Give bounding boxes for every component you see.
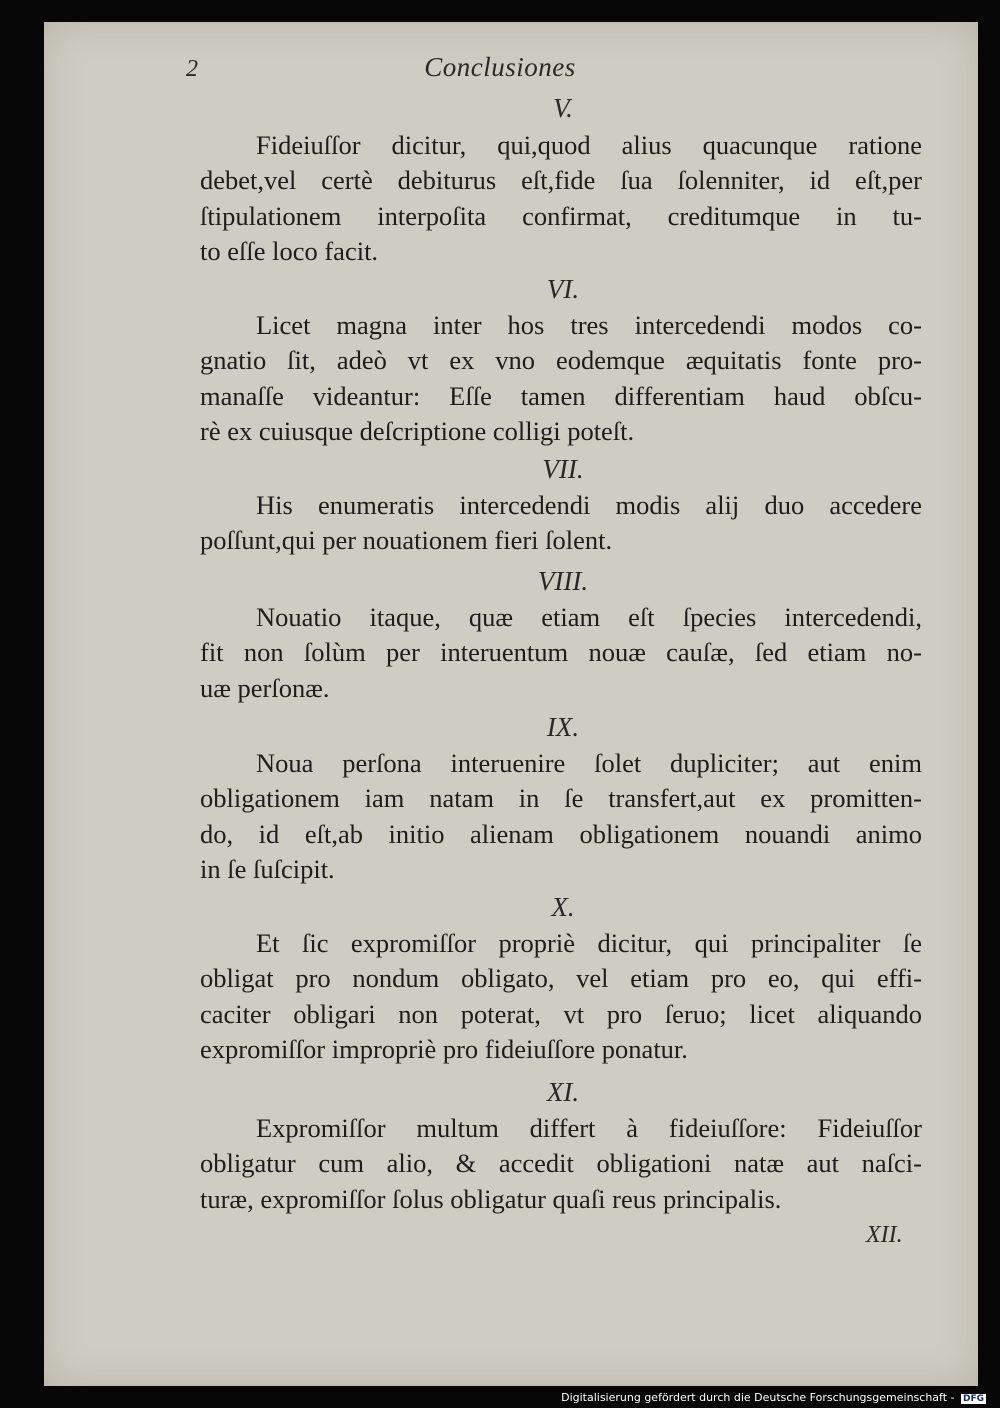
text-line: fit non ſolùm per interuentum nouæ cauſæ, ſed etiam no- [200, 637, 922, 668]
paragraph [200, 600, 922, 706]
page-number: 2 [186, 56, 198, 82]
text-line: debet,vel certè debiturus eſt,fide ſua ſolenniter, id eſt,per [200, 165, 922, 196]
catchword: XII. [866, 1222, 903, 1248]
text-line: Et ſic expromiſſor propriè dicitur, qui principaliter ſe [256, 928, 922, 958]
text-line: Nouatio itaque, quæ etiam eſt ſpecies intercedendi, [256, 602, 922, 632]
text-line: obligatur cum alio, & accedit obligationi natæ aut naſci- [200, 1148, 922, 1179]
text-line: obligationem iam natam in ſe transfert,aut ex promitten- [200, 783, 922, 814]
paragraph [200, 488, 922, 559]
text-line: Expromiſſor multum differt à fideiuſſore: Fideiuſſor [256, 1113, 922, 1143]
paragraph [200, 128, 922, 269]
text-line: gnatio ſit, adeò vt ex vno eodemque æquitatis fonte pro- [200, 345, 922, 376]
paragraph [200, 746, 922, 887]
paragraph [200, 1111, 922, 1217]
text-line: do, id eſt,ab initio alienam obligationem nouandi animo [200, 818, 922, 849]
paragraph [200, 926, 922, 1067]
section-numeral: VI. [546, 274, 580, 304]
section-numeral: XI. [546, 1077, 580, 1107]
text-line: uæ perſonæ. [200, 672, 330, 703]
section-numeral: IX. [546, 712, 580, 742]
text-line: rè ex cuiusque deſcriptione colligi poteſt. [200, 415, 635, 446]
text-line: obligat pro nondum obligato, vel etiam pro eo, qui effi- [200, 963, 922, 994]
text-line: manaſſe videantur: Eſſe tamen differentiam haud obſcu- [200, 380, 922, 411]
digitization-credit [561, 1391, 986, 1404]
dfg-logo: DFG [962, 1394, 984, 1404]
text-line: caciter obligari non poterat, vt pro ſeruo; licet aliquando [200, 998, 922, 1029]
text-line: to eſſe loco facit. [200, 235, 379, 266]
text-line: Noua perſona interuenire ſolet dupliciter; aut enim [256, 748, 922, 778]
text-line: His enumeratis intercedendi modis alij duo accedere [256, 490, 922, 520]
section-numeral: VII. [542, 454, 584, 484]
text-line: turæ, expromiſſor ſolus obligatur quaſi reus principalis. [200, 1183, 782, 1214]
running-title: Conclusiones [424, 52, 576, 82]
section-numeral: X. [551, 892, 575, 922]
text-line: ſtipulationem interpoſita confirmat, creditumque in tu- [200, 200, 922, 231]
text-line: expromiſſor impropriè pro fideiuſſore ponatur. [200, 1033, 688, 1064]
text-line: in ſe ſuſcipit. [200, 853, 335, 884]
text-line: Licet magna inter hos tres intercedendi modos co- [256, 310, 922, 340]
section-numeral: VIII. [537, 566, 589, 596]
text-line: poſſunt,qui per nouationem fieri ſolent. [200, 525, 613, 556]
credit-text: Digitalisierung gefördert durch die Deutsche Forschungsgemeinschaft - [561, 1391, 955, 1404]
text-line: Fideiuſſor dicitur, qui,quod alius quacunque ratione [256, 130, 922, 160]
section-numeral: V. [553, 93, 573, 123]
paragraph [200, 308, 922, 449]
